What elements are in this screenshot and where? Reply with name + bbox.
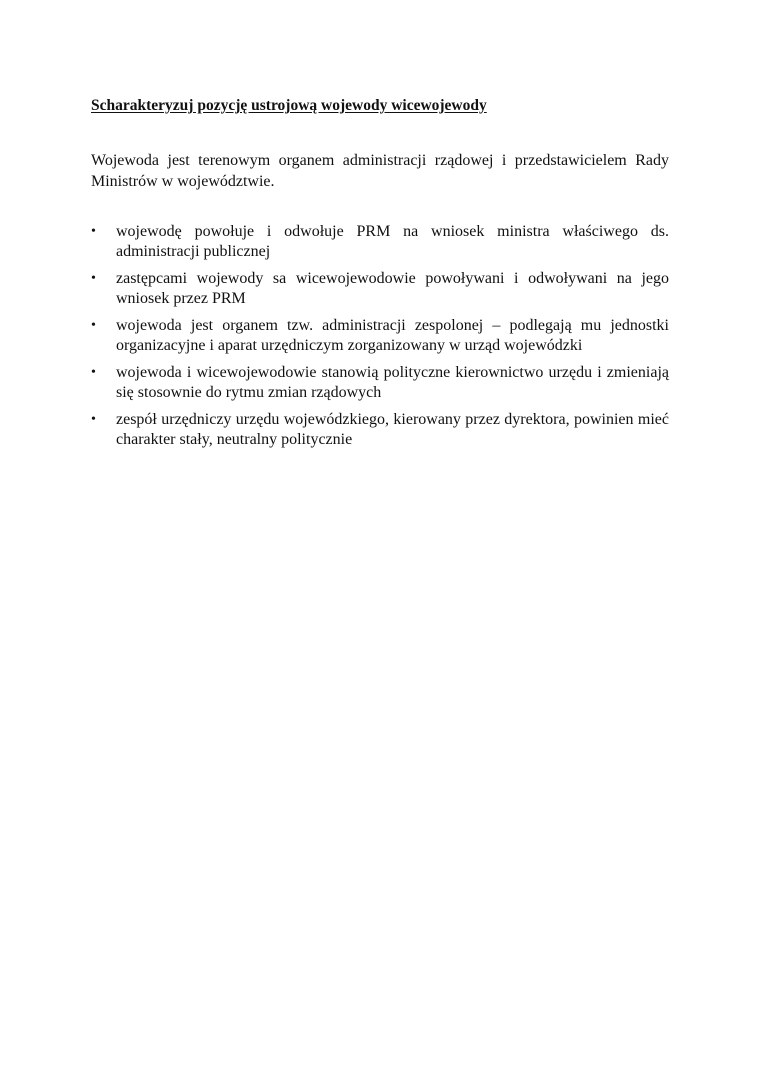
bullet-list: [91, 222, 669, 450]
list-item-text: zespół urzędniczy urzędu wojewódzkiego, kierowany przez dyrektora, powinien mieć charakter stały, neutralny politycznie: [116, 411, 669, 448]
list-item: [91, 222, 669, 262]
bullet-icon: •: [91, 412, 96, 427]
document-title: Scharakteryzuj pozycję ustrojową wojewody wicewojewody: [91, 97, 487, 114]
list-item-text: zastępcami wojewody sa wicewojewodowie powoływani i odwoływani na jego wniosek przez PRM: [116, 270, 669, 307]
list-item: [91, 316, 669, 356]
bullet-icon: •: [91, 224, 96, 239]
bullet-icon: •: [91, 271, 96, 286]
list-item-text: wojewoda i wicewojewodowie stanowią polityczne kierownictwo urzędu i zmieniają się stosownie do rytmu zmian rządowych: [116, 364, 669, 401]
list-item: [91, 363, 669, 403]
list-item: [91, 269, 669, 309]
document-page: [91, 96, 669, 457]
intro-paragraph: Wojewoda jest terenowym organem administracji rządowej i przedstawicielem Rady Ministrów w województwie.: [91, 152, 669, 190]
list-item-text: wojewoda jest organem tzw. administracji zespolonej – podlegają mu jednostki organizacyjne i aparat urzędniczym zorganizowany w urząd wojewódzki: [116, 317, 669, 354]
bullet-icon: •: [91, 365, 96, 380]
bullet-icon: •: [91, 318, 96, 333]
list-item-text: wojewodę powołuje i odwołuje PRM na wniosek ministra właściwego ds. administracji publicznej: [116, 223, 669, 260]
list-item: [91, 410, 669, 450]
